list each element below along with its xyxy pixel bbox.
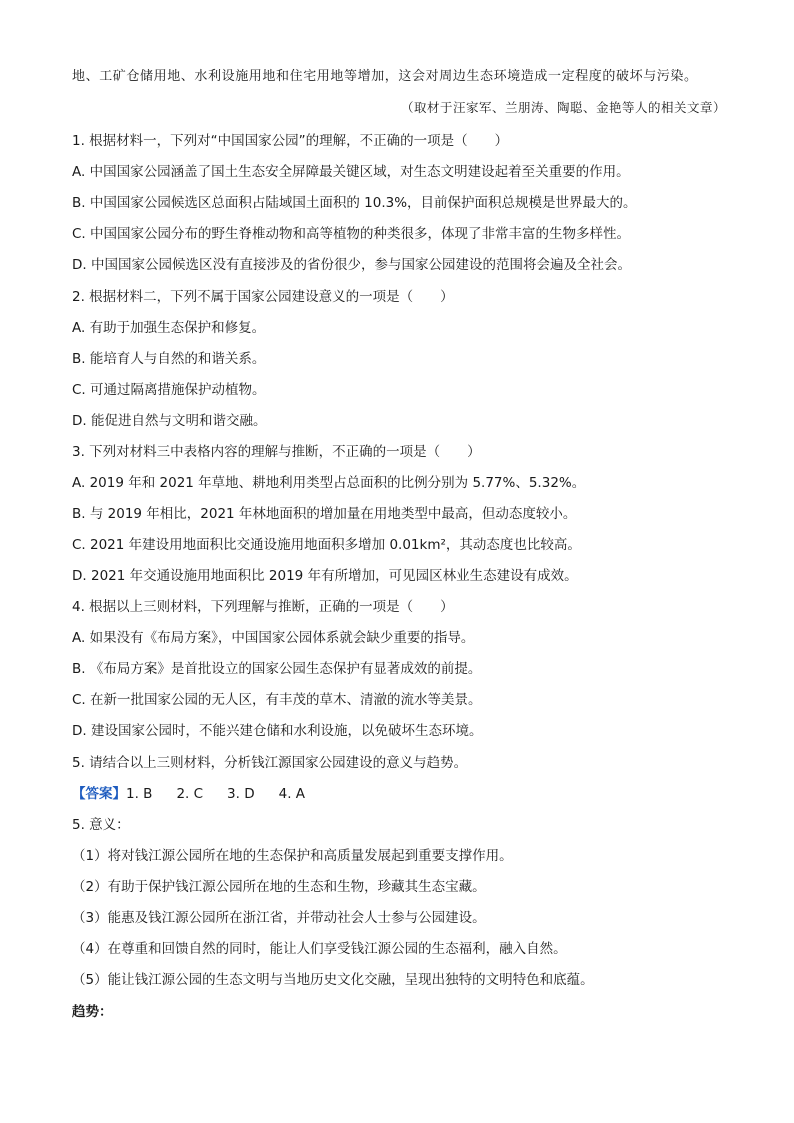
answer-item-2: 2. C <box>176 786 204 802</box>
question-2-option-b: B. 能培育人与自然的和谐关系。 <box>72 351 266 367</box>
question-1-stem: 1. 根据材料一，下列对“中国国家公园”的理解，不正确的一项是（ ） <box>72 133 509 149</box>
question-4-option-b: B. 《布局方案》是首批设立的国家公园生态保护有显著成效的前提。 <box>72 661 482 677</box>
question-4-stem: 4. 根据以上三则材料，下列理解与推断，正确的一项是（ ） <box>72 599 454 615</box>
question-1-option-b: B. 中国国家公园候选区总面积占陆域国土面积的 10.3%，目前保护面积总规模是世界最大的。 <box>72 195 637 211</box>
question-1-option-c: C. 中国国家公园分布的野生脊椎动物和高等植物的种类很多，体现了非常丰富的生物多样性。 <box>72 226 631 242</box>
question-3-option-d: D. 2021 年交通设施用地面积比 2019 年有所增加，可见园区林业生态建设有成效。 <box>72 568 578 584</box>
meaning-heading: 5. 意义： <box>72 817 130 833</box>
question-4-option-d: D. 建设国家公园时，不能兴建仓储和水利设施，以免破坏生态环境。 <box>72 723 483 739</box>
source-citation: （取材于汪家军、兰朋涛、陶聪、金艳等人的相关文章） <box>400 100 726 115</box>
answer-item-4: 4. A <box>278 786 306 802</box>
answer-tag: 【答案】 <box>72 786 126 802</box>
question-1-option-d: D. 中国国家公园候选区没有直接涉及的省份很少，参与国家公园建设的范围将会遍及全社会。 <box>72 257 631 273</box>
trend-heading: 趋势： <box>72 1004 113 1020</box>
question-3-stem: 3. 下列对材料三中表格内容的理解与推断，不正确的一项是（ ） <box>72 444 481 460</box>
question-2-option-c: C. 可通过隔离措施保护动植物。 <box>72 382 266 398</box>
meaning-point-2: （2）有助于保护钱江源公园所在地的生态和生物，珍藏其生态宝藏。 <box>72 879 486 895</box>
meaning-point-3: （3）能惠及钱江源公园所在浙江省，并带动社会人士参与公园建设。 <box>72 910 486 926</box>
meaning-point-4: （4）在尊重和回馈自然的同时，能让人们享受钱江源公园的生态福利，融入自然。 <box>72 941 567 957</box>
answer-item-1: 1. B <box>126 786 153 802</box>
question-2-option-d: D. 能促进自然与文明和谐交融。 <box>72 413 267 429</box>
question-4-option-a: A. 如果没有《布局方案》，中国国家公园体系就会缺少重要的指导。 <box>72 630 475 646</box>
intro-line: 地、工矿仓储用地、水利设施用地和住宅用地等增加，这会对周边生态环境造成一定程度的破坏与污染。 <box>72 69 698 84</box>
answer-item-3: 3. D <box>227 786 255 802</box>
question-1-option-a: A. 中国国家公园涵盖了国土生态安全屏障最关键区域，对生态文明建设起着至关重要的作用。 <box>72 164 630 180</box>
question-2-option-a: A. 有助于加强生态保护和修复。 <box>72 320 266 336</box>
question-5-stem: 5. 请结合以上三则材料，分析钱江源国家公园建设的意义与趋势。 <box>72 755 468 771</box>
answer-row <box>72 785 732 803</box>
question-3-option-a: A. 2019 年和 2021 年草地、耕地利用类型占总面积的比例分别为 5.77%、5.32%。 <box>72 475 586 491</box>
meaning-point-1: （1）将对钱江源公园所在地的生态保护和高质量发展起到重要支撑作用。 <box>72 848 513 864</box>
question-4-option-c: C. 在新一批国家公园的无人区，有丰茂的草木、清澈的流水等美景。 <box>72 692 482 708</box>
question-3-option-b: B. 与 2019 年相比，2021 年林地面积的增加量在用地类型中最高，但动态度较小。 <box>72 506 577 522</box>
question-2-stem: 2. 根据材料二，下列不属于国家公园建设意义的一项是（ ） <box>72 289 454 305</box>
meaning-point-5: （5）能让钱江源公园的生态文明与当地历史文化交融，呈现出独特的文明特色和底蕴。 <box>72 972 594 988</box>
question-3-option-c: C. 2021 年建设用地面积比交通设施用地面积多增加 0.01km²，其动态度也比较高。 <box>72 537 581 553</box>
